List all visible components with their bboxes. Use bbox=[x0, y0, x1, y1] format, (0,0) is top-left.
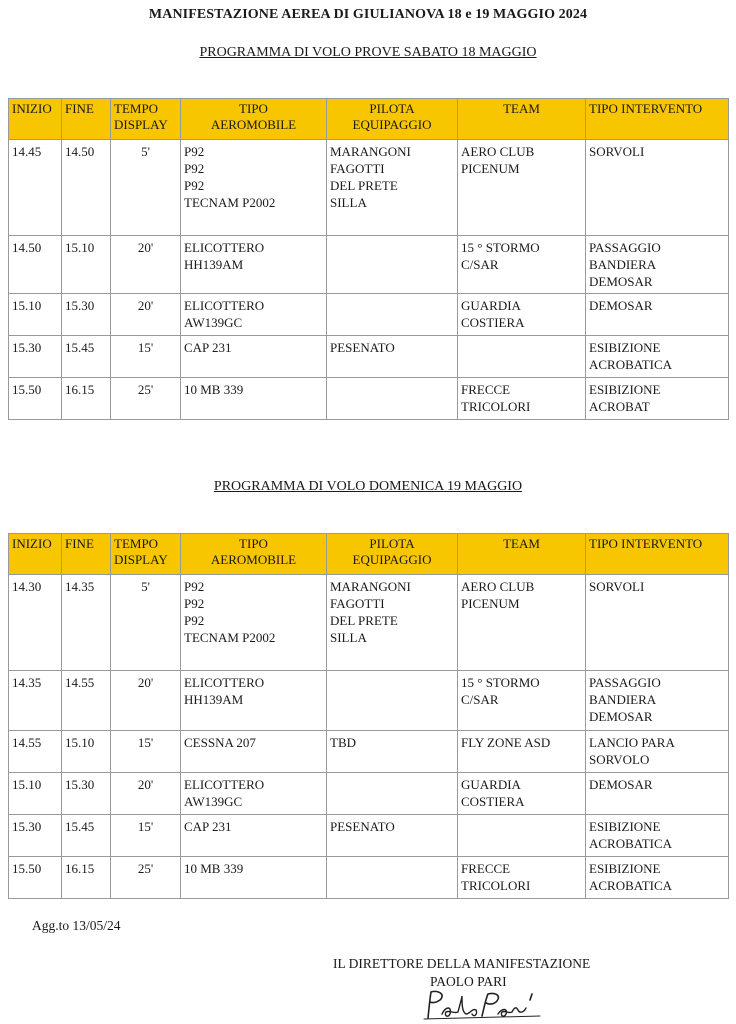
cell-intervento: PASSAGGIO BANDIERA DEMOSAR bbox=[586, 236, 729, 294]
header-pilota-equipaggio: PILOTA EQUIPAGGIO bbox=[327, 534, 458, 575]
header-tempo-display: TEMPO DISPLAY bbox=[111, 534, 181, 575]
cell-tempo: 15' bbox=[111, 731, 181, 773]
table-row bbox=[9, 575, 729, 671]
cell-pilota: MARANGONI FAGOTTI DEL PRETE SILLA bbox=[327, 575, 458, 671]
cell-team bbox=[458, 336, 586, 378]
header-fine: FINE bbox=[62, 534, 111, 575]
cell-intervento: PASSAGGIO BANDIERA DEMOSAR bbox=[586, 671, 729, 731]
signature-icon bbox=[420, 988, 560, 1022]
table-row bbox=[9, 671, 729, 731]
table-row bbox=[9, 336, 729, 378]
cell-team: AERO CLUB PICENUM bbox=[458, 575, 586, 671]
table-row bbox=[9, 140, 729, 236]
cell-fine: 15.30 bbox=[62, 773, 111, 815]
cell-inizio: 14.35 bbox=[9, 671, 62, 731]
cell-team: FRECCE TRICOLORI bbox=[458, 378, 586, 420]
cell-inizio: 15.50 bbox=[9, 857, 62, 899]
cell-pilota: PESENATO bbox=[327, 336, 458, 378]
table-row bbox=[9, 236, 729, 294]
cell-pilota: MARANGONI FAGOTTI DEL PRETE SILLA bbox=[327, 140, 458, 236]
header-tipo-intervento: TIPO INTERVENTO bbox=[586, 534, 729, 575]
cell-intervento: ESIBIZIONE ACROBATICA bbox=[586, 857, 729, 899]
cell-tempo: 5' bbox=[111, 575, 181, 671]
table-row bbox=[9, 815, 729, 857]
header-pilota-equipaggio: PILOTA EQUIPAGGIO bbox=[327, 99, 458, 140]
cell-pilota bbox=[327, 857, 458, 899]
cell-aeromobile: P92 P92 P92 TECNAM P2002 bbox=[181, 575, 327, 671]
cell-aeromobile: 10 MB 339 bbox=[181, 857, 327, 899]
cell-intervento: ESIBIZIONE ACROBAT bbox=[586, 378, 729, 420]
cell-fine: 14.35 bbox=[62, 575, 111, 671]
cell-pilota bbox=[327, 294, 458, 336]
cell-fine: 15.45 bbox=[62, 815, 111, 857]
cell-aeromobile: ELICOTTERO HH139AM bbox=[181, 671, 327, 731]
sunday-program-title: PROGRAMMA DI VOLO DOMENICA 19 MAGGIO bbox=[213, 479, 523, 494]
header-tempo-display: TEMPO DISPLAY bbox=[111, 99, 181, 140]
table-header-row bbox=[9, 99, 729, 140]
header-inizio: INIZIO bbox=[9, 99, 62, 140]
cell-inizio: 15.30 bbox=[9, 336, 62, 378]
director-name: PAOLO PARI bbox=[430, 974, 507, 989]
cell-fine: 14.50 bbox=[62, 140, 111, 236]
cell-tempo: 25' bbox=[111, 857, 181, 899]
cell-team: FRECCE TRICOLORI bbox=[458, 857, 586, 899]
cell-fine: 14.55 bbox=[62, 671, 111, 731]
cell-intervento: LANCIO PARA SORVOLO bbox=[586, 731, 729, 773]
cell-team: AERO CLUB PICENUM bbox=[458, 140, 586, 236]
cell-intervento: SORVOLI bbox=[586, 140, 729, 236]
sunday-schedule-table bbox=[8, 533, 729, 899]
cell-aeromobile: ELICOTTERO HH139AM bbox=[181, 236, 327, 294]
cell-aeromobile: CESSNA 207 bbox=[181, 731, 327, 773]
cell-inizio: 15.30 bbox=[9, 815, 62, 857]
cell-aeromobile: 10 MB 339 bbox=[181, 378, 327, 420]
table-row bbox=[9, 731, 729, 773]
cell-team: 15 ° STORMO C/SAR bbox=[458, 671, 586, 731]
header-tipo-intervento: TIPO INTERVENTO bbox=[586, 99, 729, 140]
cell-tempo: 20' bbox=[111, 671, 181, 731]
cell-fine: 16.15 bbox=[62, 857, 111, 899]
cell-pilota: PESENATO bbox=[327, 815, 458, 857]
header-team: TEAM bbox=[458, 99, 586, 140]
cell-aeromobile: CAP 231 bbox=[181, 336, 327, 378]
cell-inizio: 15.50 bbox=[9, 378, 62, 420]
table-header-row bbox=[9, 534, 729, 575]
cell-tempo: 5' bbox=[111, 140, 181, 236]
cell-fine: 15.30 bbox=[62, 294, 111, 336]
cell-inizio: 14.45 bbox=[9, 140, 62, 236]
cell-team bbox=[458, 815, 586, 857]
cell-intervento: SORVOLI bbox=[586, 575, 729, 671]
cell-pilota bbox=[327, 236, 458, 294]
table-row bbox=[9, 378, 729, 420]
header-tipo-aeromobile: TIPO AEROMOBILE bbox=[181, 534, 327, 575]
cell-tempo: 15' bbox=[111, 815, 181, 857]
update-date: Agg.to 13/05/24 bbox=[32, 918, 121, 933]
cell-inizio: 14.55 bbox=[9, 731, 62, 773]
cell-team: FLY ZONE ASD bbox=[458, 731, 586, 773]
cell-fine: 15.10 bbox=[62, 731, 111, 773]
document-title: MANIFESTAZIONE AEREA DI GIULIANOVA 18 e 19 MAGGIO 2024 bbox=[148, 7, 588, 22]
cell-fine: 16.15 bbox=[62, 378, 111, 420]
cell-inizio: 14.30 bbox=[9, 575, 62, 671]
cell-team: 15 ° STORMO C/SAR bbox=[458, 236, 586, 294]
cell-pilota: TBD bbox=[327, 731, 458, 773]
cell-intervento: ESIBIZIONE ACROBATICA bbox=[586, 815, 729, 857]
cell-pilota bbox=[327, 378, 458, 420]
cell-inizio: 15.10 bbox=[9, 773, 62, 815]
cell-aeromobile: ELICOTTERO AW139GC bbox=[181, 294, 327, 336]
cell-pilota bbox=[327, 773, 458, 815]
table-row bbox=[9, 773, 729, 815]
cell-tempo: 25' bbox=[111, 378, 181, 420]
header-fine: FINE bbox=[62, 99, 111, 140]
cell-team: GUARDIA COSTIERA bbox=[458, 294, 586, 336]
cell-tempo: 20' bbox=[111, 773, 181, 815]
table-row bbox=[9, 294, 729, 336]
cell-aeromobile: CAP 231 bbox=[181, 815, 327, 857]
header-team: TEAM bbox=[458, 534, 586, 575]
cell-intervento: ESIBIZIONE ACROBATICA bbox=[586, 336, 729, 378]
cell-tempo: 20' bbox=[111, 294, 181, 336]
cell-intervento: DEMOSAR bbox=[586, 773, 729, 815]
cell-fine: 15.45 bbox=[62, 336, 111, 378]
cell-tempo: 20' bbox=[111, 236, 181, 294]
table-row bbox=[9, 857, 729, 899]
cell-team: GUARDIA COSTIERA bbox=[458, 773, 586, 815]
saturday-schedule-table bbox=[8, 98, 729, 420]
cell-pilota bbox=[327, 671, 458, 731]
cell-tempo: 15' bbox=[111, 336, 181, 378]
header-inizio: INIZIO bbox=[9, 534, 62, 575]
cell-aeromobile: P92 P92 P92 TECNAM P2002 bbox=[181, 140, 327, 236]
cell-inizio: 15.10 bbox=[9, 294, 62, 336]
director-title: IL DIRETTORE DELLA MANIFESTAZIONE bbox=[333, 956, 591, 971]
cell-fine: 15.10 bbox=[62, 236, 111, 294]
saturday-program-title: PROGRAMMA DI VOLO PROVE SABATO 18 MAGGIO bbox=[199, 45, 537, 60]
cell-intervento: DEMOSAR bbox=[586, 294, 729, 336]
cell-inizio: 14.50 bbox=[9, 236, 62, 294]
cell-aeromobile: ELICOTTERO AW139GC bbox=[181, 773, 327, 815]
header-tipo-aeromobile: TIPO AEROMOBILE bbox=[181, 99, 327, 140]
